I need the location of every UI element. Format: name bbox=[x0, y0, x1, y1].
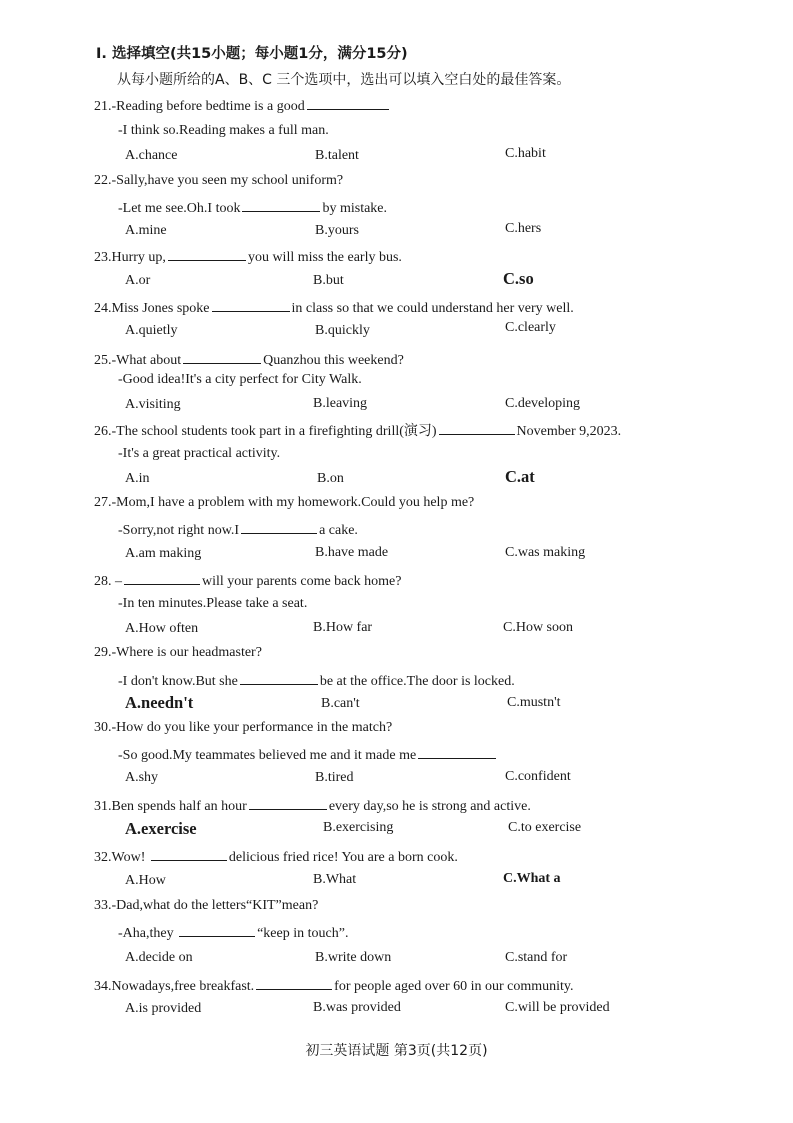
question-21-stem: 21.-Reading before bedtime is a good bbox=[94, 99, 305, 114]
question-28 bbox=[94, 572, 401, 590]
question-27-stem: 27.-Mom,I have a problem with my homework.Could you help me? bbox=[94, 495, 475, 510]
question-31-post: every day,so he is strong and active. bbox=[328, 799, 531, 814]
question-21-response: -I think so.Reading makes a full man. bbox=[118, 123, 329, 138]
q25-option-b[interactable]: B.leaving bbox=[313, 396, 368, 411]
question-28-response: -In ten minutes.Please take a seat. bbox=[118, 596, 308, 611]
q29-option-c[interactable]: C.mustn't bbox=[507, 695, 561, 710]
q21-option-b[interactable]: B.talent bbox=[315, 148, 359, 163]
answer-blank[interactable] bbox=[256, 977, 332, 990]
q25-option-c[interactable]: C.developing bbox=[505, 396, 581, 411]
question-29-response bbox=[118, 672, 515, 690]
q28-option-b[interactable]: B.How far bbox=[313, 620, 373, 635]
section-instruction: 从每小题所给的A、B、C 三个选项中，选出可以填入空白处的最佳答案。 bbox=[117, 72, 571, 88]
q32-option-b[interactable]: B.What bbox=[313, 872, 357, 887]
q21-option-c[interactable]: C.habit bbox=[505, 146, 546, 161]
question-34 bbox=[94, 977, 574, 995]
q24-option-b[interactable]: B.quickly bbox=[315, 323, 370, 338]
q34-option-b[interactable]: B.was provided bbox=[313, 1000, 401, 1015]
q26-option-c[interactable]: C.at bbox=[505, 467, 535, 486]
question-26-pre: 26.-The school students took part in a firefighting drill(演习) bbox=[94, 424, 437, 439]
answer-blank[interactable] bbox=[242, 199, 320, 212]
question-31-pre: 31.Ben spends half an hour bbox=[94, 799, 247, 814]
question-22-response-pre: -Let me see.Oh.I took bbox=[118, 201, 241, 216]
question-33-response-pre: -Aha,they bbox=[118, 926, 174, 941]
question-28-post: will your parents come back home? bbox=[202, 574, 402, 589]
question-24 bbox=[94, 299, 574, 317]
q23-option-b[interactable]: B.but bbox=[313, 273, 344, 288]
q28-option-a[interactable]: A.How often bbox=[125, 621, 199, 636]
answer-blank[interactable] bbox=[183, 351, 261, 364]
q32-option-a[interactable]: A.How bbox=[125, 873, 166, 888]
q34-option-a[interactable]: A.is provided bbox=[125, 1001, 202, 1016]
question-22-response bbox=[118, 199, 387, 217]
question-22-stem: 22.-Sally,have you seen my school uniform? bbox=[94, 173, 344, 188]
q23-option-a[interactable]: A.or bbox=[125, 273, 151, 288]
question-27-response-pre: -Sorry,not right now.I bbox=[118, 523, 240, 538]
question-27-response bbox=[118, 521, 358, 539]
q28-option-c[interactable]: C.How soon bbox=[503, 620, 574, 635]
question-21 bbox=[94, 97, 391, 115]
q22-option-b[interactable]: B.yours bbox=[315, 223, 359, 238]
q29-option-b[interactable]: B.can't bbox=[321, 696, 360, 711]
q21-option-a[interactable]: A.chance bbox=[125, 148, 178, 163]
q31-option-c[interactable]: C.to exercise bbox=[508, 820, 582, 835]
q26-option-a[interactable]: A.in bbox=[125, 471, 150, 486]
q27-option-b[interactable]: B.have made bbox=[315, 545, 389, 560]
answer-blank[interactable] bbox=[249, 797, 327, 810]
answer-blank[interactable] bbox=[439, 422, 515, 435]
question-26-response: -It's a great practical activity. bbox=[118, 446, 281, 461]
page-footer: 初三英语试题 第3页(共12页) bbox=[305, 1043, 488, 1059]
q30-option-b[interactable]: B.tired bbox=[315, 770, 354, 785]
question-32-pre: 32.Wow! bbox=[94, 850, 146, 865]
question-23 bbox=[94, 248, 402, 266]
q30-option-c[interactable]: C.confident bbox=[505, 769, 571, 784]
question-29-response-pre: -I don't know.But she bbox=[118, 674, 238, 689]
answer-blank[interactable] bbox=[241, 521, 317, 534]
question-32-post: delicious fried rice! You are a born cook. bbox=[228, 850, 458, 865]
answer-blank[interactable] bbox=[307, 97, 389, 110]
q31-option-a[interactable]: A.exercise bbox=[125, 819, 197, 838]
question-22-response-post: by mistake. bbox=[322, 201, 388, 216]
question-30-response-pre: -So good.My teammates believed me and it made me bbox=[118, 748, 417, 763]
question-30-stem: 30.-How do you like your performance in the match? bbox=[94, 720, 393, 735]
question-33-stem: 33.-Dad,what do the letters“KIT”mean? bbox=[94, 898, 319, 913]
q33-option-a[interactable]: A.decide on bbox=[125, 950, 193, 965]
question-24-pre: 24.Miss Jones spoke bbox=[94, 301, 210, 316]
question-30-response bbox=[118, 746, 498, 764]
q23-option-c[interactable]: C.so bbox=[503, 269, 534, 288]
question-32 bbox=[94, 848, 458, 866]
answer-blank[interactable] bbox=[418, 746, 496, 759]
question-33-response bbox=[118, 924, 348, 942]
answer-blank[interactable] bbox=[124, 572, 200, 585]
question-23-pre: 23.Hurry up, bbox=[94, 250, 166, 265]
q30-option-a[interactable]: A.shy bbox=[125, 770, 159, 785]
answer-blank[interactable] bbox=[151, 848, 227, 861]
question-34-pre: 34.Nowadays,free breakfast. bbox=[94, 979, 255, 994]
answer-blank[interactable] bbox=[168, 248, 246, 261]
question-23-post: you will miss the early bus. bbox=[247, 250, 402, 265]
question-29-response-post: be at the office.The door is locked. bbox=[319, 674, 515, 689]
question-28-pre: 28. – bbox=[94, 574, 122, 589]
answer-blank[interactable] bbox=[212, 299, 290, 312]
question-25-pre: 25.-What about bbox=[94, 353, 182, 368]
section-title: I. 选择填空(共15小题；每小题1分，满分15分) bbox=[96, 46, 408, 62]
question-25 bbox=[94, 351, 404, 369]
answer-blank[interactable] bbox=[179, 924, 255, 937]
question-29-stem: 29.-Where is our headmaster? bbox=[94, 645, 262, 660]
answer-blank[interactable] bbox=[240, 672, 318, 685]
q22-option-c[interactable]: C.hers bbox=[505, 221, 542, 236]
question-24-post: in class so that we could understand her very well. bbox=[291, 301, 574, 316]
q27-option-c[interactable]: C.was making bbox=[505, 545, 586, 560]
question-27-response-post: a cake. bbox=[319, 523, 358, 538]
q29-option-a[interactable]: A.needn't bbox=[125, 693, 194, 712]
q31-option-b[interactable]: B.exercising bbox=[323, 820, 394, 835]
question-26 bbox=[94, 420, 621, 440]
question-25-post: Quanzhou this weekend? bbox=[263, 353, 404, 368]
question-33-response-post: “keep in touch”. bbox=[257, 926, 349, 941]
q24-option-a[interactable]: A.quietly bbox=[125, 323, 178, 338]
q32-option-c[interactable]: C.What a bbox=[503, 871, 561, 886]
q33-option-b[interactable]: B.write down bbox=[315, 950, 392, 965]
q22-option-a[interactable]: A.mine bbox=[125, 223, 167, 238]
q26-option-b[interactable]: B.on bbox=[317, 471, 344, 486]
question-31 bbox=[94, 797, 531, 815]
q34-option-c[interactable]: C.will be provided bbox=[505, 1000, 610, 1015]
q25-option-a[interactable]: A.visiting bbox=[125, 397, 181, 412]
q33-option-c[interactable]: C.stand for bbox=[505, 950, 568, 965]
question-34-post: for people aged over 60 in our community. bbox=[334, 979, 574, 994]
question-25-response: -Good idea!It's a city perfect for City Walk. bbox=[118, 372, 362, 387]
q24-option-c[interactable]: C.clearly bbox=[505, 320, 556, 335]
q27-option-a[interactable]: A.am making bbox=[125, 546, 202, 561]
question-26-post: November 9,2023. bbox=[516, 424, 622, 439]
